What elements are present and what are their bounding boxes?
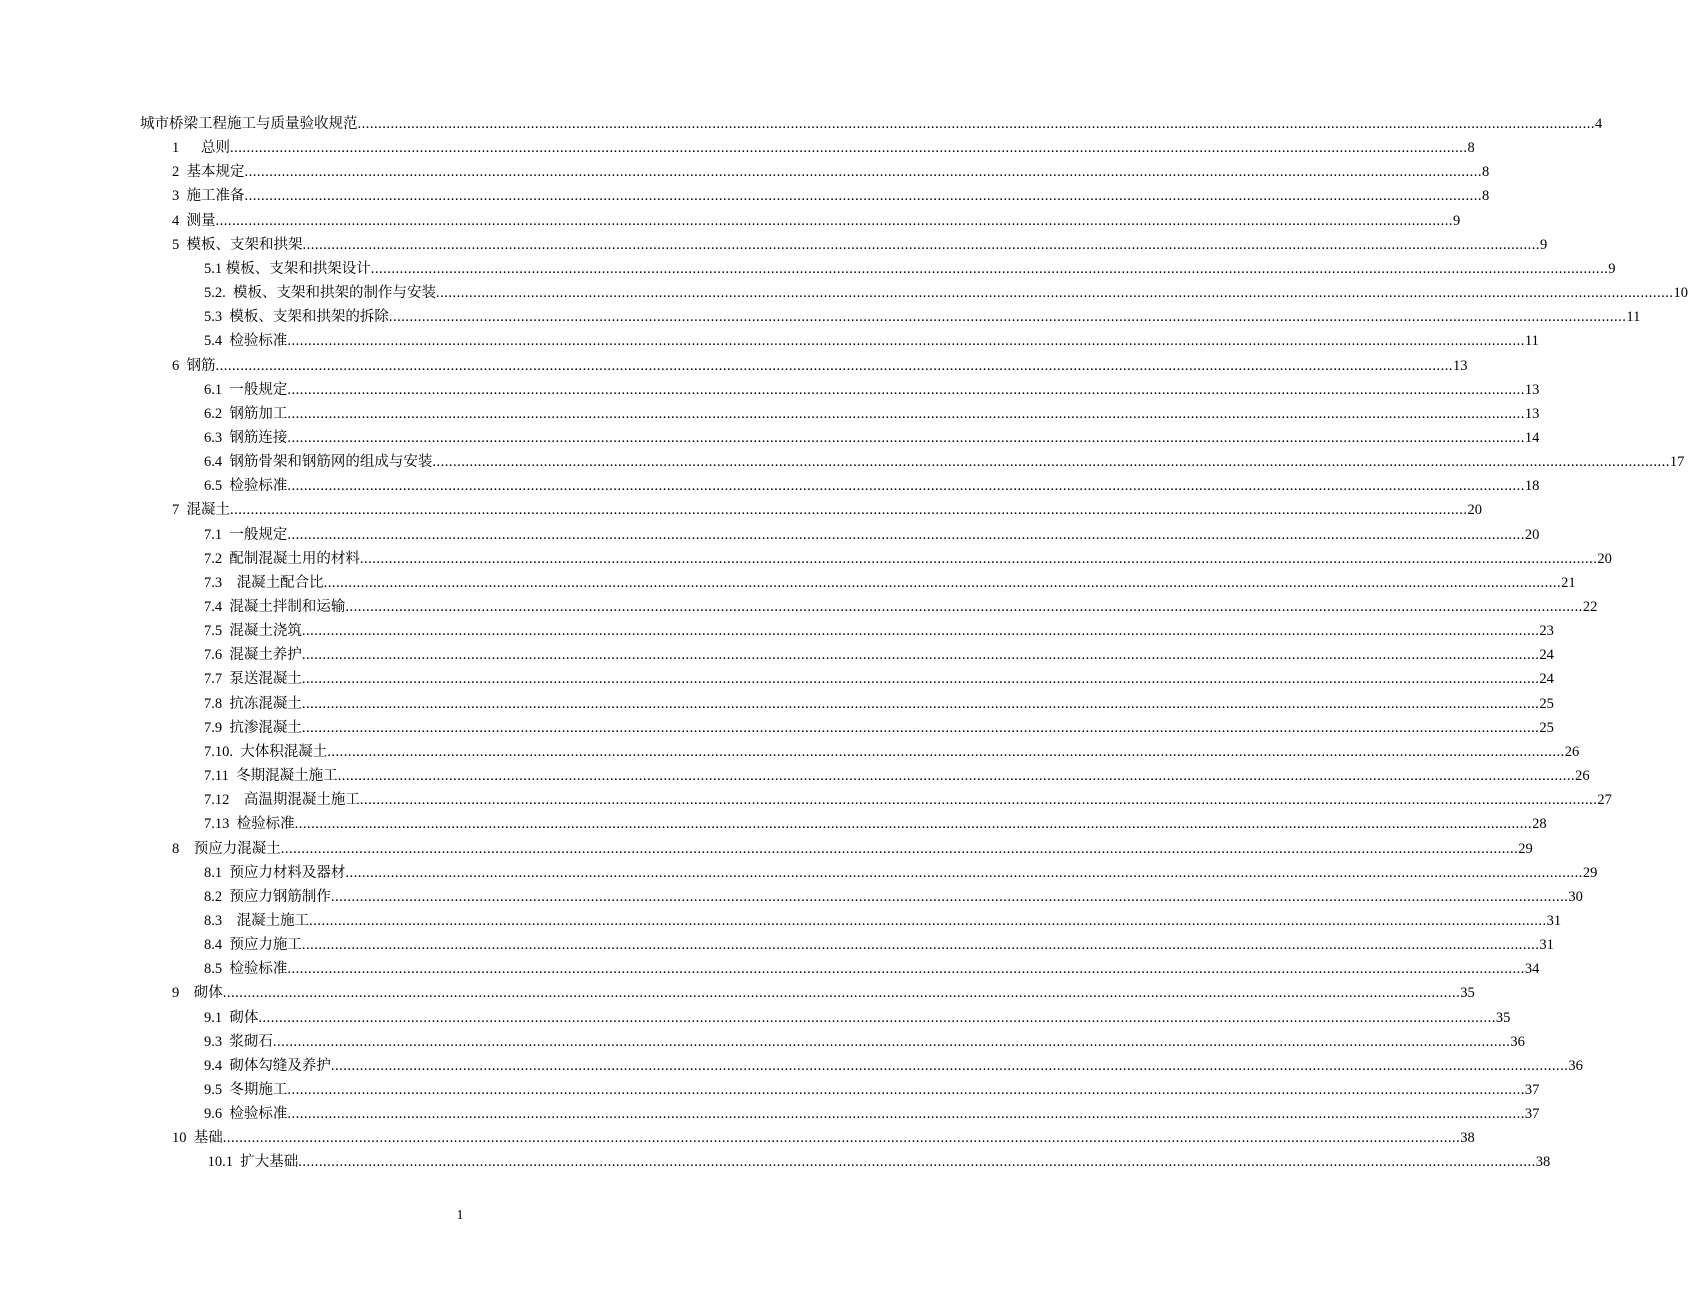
toc-entry-title: 9.1 砌体 — [204, 1009, 259, 1026]
dot-leader: ............................................................................................................................................................................................................................................................................................................ — [388, 309, 1627, 326]
toc-entry-page: 26 — [1575, 768, 1590, 785]
toc-entry-page: 36 — [1510, 1033, 1525, 1050]
dot-leader: ............................................................................................................................................................................................................................................................................................................ — [287, 333, 1525, 350]
toc-entry[interactable] — [204, 331, 1539, 351]
toc-entry[interactable] — [204, 549, 1612, 569]
dot-leader: ............................................................................................................................................................................................................................................................................................................ — [370, 260, 1609, 277]
dot-leader: ............................................................................................................................................................................................................................................................................................................ — [345, 599, 1583, 615]
toc-entry[interactable] — [204, 935, 1554, 955]
toc-entry[interactable] — [204, 1056, 1583, 1076]
dot-leader: ............................................................................................................................................................................................................................................................................................................ — [287, 961, 1525, 978]
toc-entry-title: 7.6 混凝土养护 — [204, 647, 302, 664]
toc-entry-title: 7.9 抗渗混凝土 — [204, 719, 302, 736]
toc-entry-title: 8.4 预应力施工 — [204, 937, 302, 954]
toc-entry-page: 37 — [1524, 1106, 1540, 1123]
toc-entry[interactable] — [204, 452, 1685, 472]
toc-entry[interactable] — [204, 525, 1540, 545]
toc-entry[interactable] — [204, 814, 1547, 834]
toc-entry[interactable] — [204, 404, 1540, 424]
dot-leader: ............................................................................................................................................................................................................................................................................................................ — [302, 236, 1540, 253]
dot-leader: ............................................................................................................................................................................................................................................................................................................ — [244, 188, 1482, 205]
toc-entry-title: 7.7 泵送混凝土 — [204, 671, 302, 688]
toc-entry-title: 8.3 混凝土施工 — [204, 912, 310, 929]
toc-entry-title: 6 钢筋 — [172, 357, 216, 374]
toc-entry-title: 10.1 扩大基础 — [204, 1154, 299, 1171]
toc-entry[interactable] — [172, 983, 1475, 1003]
toc-entry-page: 24 — [1539, 647, 1554, 664]
toc-entry-title: 5 模板、支架和拱架 — [172, 236, 303, 253]
toc-entry-title: 9 砌体 — [172, 985, 223, 1002]
toc-entry-page: 31 — [1539, 937, 1554, 954]
dot-leader: ............................................................................................................................................................................................................................................................................................................ — [222, 1130, 1461, 1147]
toc-entry-title: 6.1 一般规定 — [204, 381, 288, 398]
toc-entry-page: 34 — [1524, 961, 1540, 978]
toc-entry-title: 7 混凝土 — [172, 502, 230, 519]
toc-entry-page: 37 — [1524, 1082, 1540, 1098]
toc-entry-title: 8 预应力混凝土 — [172, 840, 281, 857]
toc-entry-page: 4 — [1595, 116, 1603, 132]
toc-entry-title: 8.2 预应力钢筋制作 — [204, 888, 331, 905]
toc-entry-page: 28 — [1532, 816, 1547, 833]
toc-entry[interactable] — [172, 138, 1475, 158]
dot-leader: ............................................................................................................................................................................................................................................................................................................ — [287, 1082, 1525, 1098]
toc-entry[interactable] — [204, 645, 1554, 665]
toc-entry-title: 城市桥梁工程施工与质量验收规范 — [140, 116, 358, 132]
dot-leader: ............................................................................................................................................................................................................................................................................................................ — [215, 212, 1453, 229]
toc-entry-page: 36 — [1568, 1057, 1583, 1074]
dot-leader: ............................................................................................................................................................................................................................................................................................................ — [301, 671, 1540, 688]
toc-entry[interactable] — [204, 790, 1612, 810]
toc-entry[interactable] — [204, 766, 1590, 786]
toc-entry[interactable] — [204, 1080, 1540, 1100]
dot-leader: ............................................................................................................................................................................................................................................................................................................ — [272, 1033, 1511, 1050]
toc-entry-title: 7.3 混凝土配合比 — [204, 574, 324, 591]
toc-entry-title: 2 基本规定 — [172, 164, 245, 181]
toc-entry[interactable] — [204, 911, 1562, 931]
dot-leader: ............................................................................................................................................................................................................................................................................................................ — [287, 429, 1525, 446]
toc-entry-page: 22 — [1582, 599, 1598, 615]
toc-entry[interactable] — [204, 283, 1688, 303]
toc-entry[interactable] — [172, 211, 1461, 231]
toc-entry[interactable] — [172, 235, 1548, 255]
toc-entry-page: 13 — [1453, 357, 1468, 374]
toc-entry-title: 6.2 钢筋加工 — [204, 405, 288, 422]
toc-entry-page: 8 — [1482, 164, 1490, 181]
toc-entry-page: 8 — [1482, 188, 1490, 205]
dot-leader: ............................................................................................................................................................................................................................................................................................................ — [287, 381, 1525, 398]
toc-entry-title: 5.1 模板、支架和拱架设计 — [204, 260, 371, 277]
toc-entry-title: 9.5 冬期施工 — [204, 1082, 288, 1098]
toc-entry-page: 29 — [1582, 864, 1598, 881]
dot-leader: ............................................................................................................................................................................................................................................................................................................ — [215, 357, 1453, 374]
toc-entry-page: 38 — [1535, 1154, 1551, 1171]
dot-leader: ............................................................................................................................................................................................................................................................................................................ — [258, 1009, 1496, 1026]
dot-leader: ............................................................................................................................................................................................................................................................................................................ — [287, 526, 1525, 543]
toc-entry-title: 3 施工准备 — [172, 188, 245, 205]
toc-entry-page: 11 — [1626, 309, 1641, 326]
toc-entry-page: 23 — [1539, 623, 1554, 640]
toc-entry-page: 9 — [1608, 260, 1616, 277]
toc-entry[interactable] — [172, 500, 1482, 520]
toc-entry-title: 9.4 砌体勾缝及养护 — [204, 1057, 331, 1074]
toc-entry-title: 10 基础 — [172, 1130, 223, 1147]
dot-leader: ............................................................................................................................................................................................................................................................................................................ — [301, 719, 1540, 736]
dot-leader: ............................................................................................................................................................................................................................................................................................................ — [309, 912, 1547, 929]
toc-entry-page: 35 — [1495, 1009, 1511, 1026]
toc-entry[interactable] — [204, 259, 1616, 279]
toc-entry-page: 10 — [1673, 285, 1688, 302]
toc-entry[interactable] — [204, 959, 1540, 979]
toc-entry-title: 8.1 预应力材料及器材 — [204, 864, 346, 881]
toc-entry-page: 9 — [1453, 212, 1461, 229]
toc-entry-title: 6.5 检验标准 — [204, 478, 288, 495]
toc-entry-page: 14 — [1524, 429, 1540, 446]
toc-entry-page: 26 — [1564, 743, 1580, 760]
toc-entry-title: 5.2. 模板、支架和拱架的制作与安装 — [204, 285, 436, 302]
dot-leader: ............................................................................................................................................................................................................................................................................................................ — [280, 840, 1519, 857]
toc-entry-page: 30 — [1568, 888, 1583, 905]
toc-entry-page: 20 — [1467, 502, 1482, 519]
toc-entry-page: 8 — [1467, 140, 1475, 157]
toc-entry[interactable] — [204, 694, 1554, 714]
toc-entry[interactable] — [204, 621, 1554, 641]
dot-leader: ............................................................................................................................................................................................................................................................................................................ — [244, 164, 1482, 181]
dot-leader: ............................................................................................................................................................................................................................................................................................................ — [287, 1106, 1525, 1123]
dot-leader: ............................................................................................................................................................................................................................................................................................................ — [330, 1057, 1569, 1074]
dot-leader: ............................................................................................................................................................................................................................................................................................................ — [345, 864, 1583, 881]
dot-leader: ............................................................................................................................................................................................................................................................................................................ — [436, 285, 1674, 302]
toc-entry-title: 7.12 高温期混凝土施工 — [204, 792, 360, 809]
dot-leader: ............................................................................................................................................................................................................................................................................................................ — [301, 623, 1540, 640]
toc-entry-page: 38 — [1460, 1130, 1475, 1147]
toc-entry[interactable] — [204, 718, 1554, 738]
dot-leader: ............................................................................................................................................................................................................................................................................................................ — [337, 768, 1576, 785]
toc-entry-title: 4 测量 — [172, 212, 216, 229]
dot-leader: ............................................................................................................................................................................................................................................................................................................ — [359, 792, 1598, 809]
toc-entry-page: 9 — [1540, 236, 1548, 253]
toc-entry[interactable] — [204, 573, 1576, 593]
toc-entry-title: 7.4 混凝土拌制和运输 — [204, 599, 346, 615]
toc-entry[interactable] — [172, 186, 1490, 206]
dot-leader: ............................................................................................................................................................................................................................................................................................................ — [230, 502, 1468, 519]
toc-entry[interactable] — [204, 380, 1540, 400]
dot-leader: ............................................................................................................................................................................................................................................................................................................ — [298, 1154, 1536, 1171]
toc-entry-title: 5.3 模板、支架和拱架的拆除 — [204, 309, 389, 326]
toc-entry-page: 13 — [1524, 405, 1540, 422]
toc-entry[interactable] — [172, 162, 1490, 182]
toc-entry-page: 25 — [1539, 719, 1554, 736]
dot-leader: ............................................................................................................................................................................................................................................................................................................ — [222, 985, 1461, 1002]
toc-entry-title: 6.3 钢筋连接 — [204, 429, 288, 446]
toc-entry-title: 7.2 配制混凝土用的材料 — [204, 550, 360, 567]
toc-entry-title: 1 总则 — [172, 140, 230, 157]
toc-entry[interactable] — [204, 669, 1554, 689]
toc-entry-page: 24 — [1539, 671, 1554, 688]
toc-entry[interactable] — [204, 863, 1598, 883]
toc-entry-page: 13 — [1524, 381, 1540, 398]
toc-entry-title: 8.5 检验标准 — [204, 961, 288, 978]
toc-entry[interactable] — [204, 476, 1540, 496]
dot-leader: ............................................................................................................................................................................................................................................................................................................ — [301, 647, 1540, 664]
toc-entry-page: 27 — [1597, 792, 1612, 809]
toc-entry-page: 20 — [1524, 526, 1540, 543]
dot-leader: ............................................................................................................................................................................................................................................................................................................ — [432, 454, 1670, 471]
toc-entry-title: 7.1 一般规定 — [204, 526, 288, 543]
dot-leader: ............................................................................................................................................................................................................................................................................................................ — [294, 816, 1533, 833]
dot-leader: ............................................................................................................................................................................................................................................................................................................ — [327, 743, 1565, 760]
dot-leader: ............................................................................................................................................................................................................................................................................................................ — [301, 695, 1540, 712]
dot-leader: ............................................................................................................................................................................................................................................................................................................ — [323, 574, 1562, 591]
toc-entry-page: 25 — [1539, 695, 1554, 712]
toc-entry[interactable] — [172, 1128, 1475, 1148]
dot-leader: ............................................................................................................................................................................................................................................................................................................ — [287, 478, 1525, 495]
toc-entry-page: 31 — [1546, 912, 1562, 929]
toc-entry[interactable] — [204, 1032, 1525, 1052]
dot-leader: ............................................................................................................................................................................................................................................................................................................ — [359, 550, 1598, 567]
toc-entry[interactable] — [204, 597, 1598, 617]
toc-entry-page: 20 — [1597, 550, 1612, 567]
toc-entry[interactable] — [204, 742, 1580, 762]
dot-leader: ............................................................................................................................................................................................................................................................................................................ — [301, 937, 1540, 954]
toc-entry-page: 11 — [1524, 333, 1539, 350]
toc-entry[interactable] — [204, 1104, 1540, 1124]
toc-entry[interactable] — [172, 839, 1533, 859]
page-number: 1 — [456, 1208, 464, 1223]
toc-entry-title: 9.3 浆砌石 — [204, 1033, 273, 1050]
toc-entry[interactable] — [204, 1008, 1511, 1028]
toc-entry-title: 7.5 混凝土浇筑 — [204, 623, 302, 640]
toc-entry[interactable] — [140, 114, 1603, 134]
dot-leader: ............................................................................................................................................................................................................................................................................................................ — [287, 405, 1525, 422]
toc-entry-title: 9.6 检验标准 — [204, 1106, 288, 1123]
toc-entry[interactable] — [204, 1152, 1551, 1172]
toc-entry[interactable] — [204, 428, 1540, 448]
toc-entry-page: 21 — [1561, 574, 1576, 591]
toc-entry-page: 17 — [1669, 454, 1685, 471]
toc-entry[interactable] — [204, 307, 1641, 327]
dot-leader: ............................................................................................................................................................................................................................................................................................................ — [230, 140, 1468, 157]
toc-entry-title: 7.8 抗冻混凝土 — [204, 695, 302, 712]
toc-entry-page: 29 — [1518, 840, 1533, 857]
toc-entry-title: 7.13 检验标准 — [204, 816, 295, 833]
toc-entry[interactable] — [204, 887, 1583, 907]
toc-entry-title: 6.4 钢筋骨架和钢筋网的组成与安装 — [204, 454, 433, 471]
toc-entry[interactable] — [172, 356, 1468, 376]
toc-entry-title: 5.4 检验标准 — [204, 333, 288, 350]
toc-entry-page: 18 — [1524, 478, 1540, 495]
dot-leader: ............................................................................................................................................................................................................................................................................................................ — [330, 888, 1569, 905]
dot-leader: ............................................................................................................................................................................................................................................................................................................ — [357, 116, 1595, 132]
toc-entry-title: 7.11 冬期混凝土施工 — [204, 768, 338, 785]
toc-entry-page: 35 — [1460, 985, 1475, 1002]
toc-entry-title: 7.10. 大体积混凝土 — [204, 743, 328, 760]
